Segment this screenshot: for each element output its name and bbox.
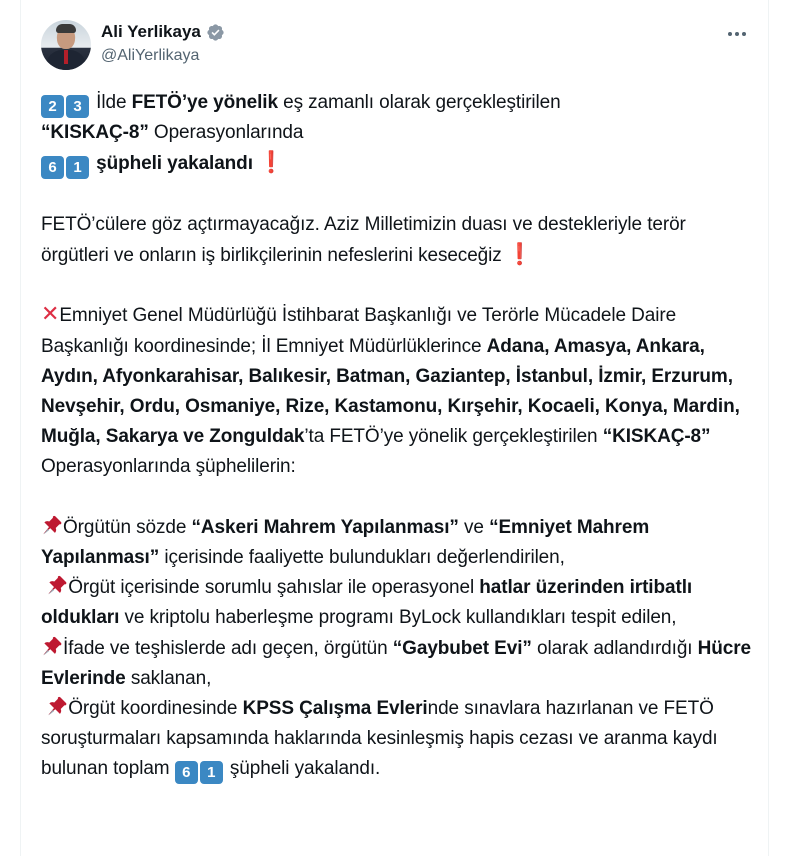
tweet-text xyxy=(41,88,756,785)
text: Operasyonlarında xyxy=(148,122,304,144)
bold-text: “Gaybubet Evi” xyxy=(392,637,532,659)
text: ’ta FETÖ’ye yönelik gerçekleştirilen xyxy=(304,426,603,448)
text: içerisinde faaliyette bulundukları değerlendirilen, xyxy=(159,547,565,568)
bold-text: Hücre Evlerinde xyxy=(41,637,752,689)
bold-text: şüpheli yakalandı xyxy=(91,153,253,175)
cross-mark-icon: ✕ xyxy=(41,301,60,327)
keycap-digit: 3 xyxy=(66,95,89,118)
red-exclamation-icon: ❗ xyxy=(258,151,285,175)
text: Örgütün sözde xyxy=(63,516,192,538)
red-exclamation-icon: ❗ xyxy=(506,243,533,266)
pushpin-icon xyxy=(46,696,68,718)
text: eş zamanlı olarak gerçekleştirilen xyxy=(277,92,561,113)
keycap-digit: 6 xyxy=(41,156,64,179)
author-handle[interactable]: @AliYerlikaya xyxy=(101,47,200,64)
bold-text: “Askeri Mahrem Yapılanması” xyxy=(191,516,459,538)
text: Emniyet Genel Müdürlüğü İstihbarat Başkanlığı ve Terörle Mücadele Daire Başkanlığı koordinesinde; İl Emniyet Müdürlüklerince xyxy=(41,305,677,357)
text: Örgüt içerisinde sorumlu şahıslar ile operasyonel xyxy=(68,577,480,599)
avatar[interactable] xyxy=(41,20,91,70)
text: saklanan, xyxy=(125,667,212,689)
bold-text: FETÖ’ye yönelik xyxy=(131,92,278,113)
bold-text: “Emniyet Mahrem Yapılanması” xyxy=(41,516,650,568)
pushpin-icon xyxy=(41,515,63,537)
bold-text: “KISKAÇ-8” xyxy=(602,426,711,448)
text: ve kriptolu haberleşme programı ByLock kullandıkları tespit edilen, xyxy=(119,607,677,629)
pushpin-icon xyxy=(46,575,68,597)
bold-text: hatlar üzerinden irtibatlı oldukları xyxy=(41,577,693,629)
text: Operasyonlarında şüphelilerin: xyxy=(41,456,296,478)
keycap-digit: 1 xyxy=(66,156,89,179)
bullet-2 xyxy=(41,573,756,633)
keycap-digit: 6 xyxy=(175,761,198,784)
bullet-1 xyxy=(41,513,756,573)
paragraph-3 xyxy=(41,301,756,482)
bullet-3 xyxy=(41,634,756,694)
bold-text: Adana, Amasya, Ankara, Aydın, Afyonkarahisar, Balıkesir, Batman, Gaziantep, İstanbul, İzmir, Erzurum, Nevşehir, Ordu, Osmaniye, Rize, Kastamonu, Kırşehir, Kocaeli, Konya, Mardin, Muğla, Sakarya ve Zonguldak xyxy=(41,335,740,448)
more-icon[interactable] xyxy=(725,24,749,44)
paragraph-2 xyxy=(41,210,756,271)
text: Örgüt koordinesinde xyxy=(68,698,243,720)
bullet-4 xyxy=(41,694,756,785)
text: İfade ve teşhislerde adı geçen, örgütün xyxy=(63,637,393,659)
keycap-digit: 1 xyxy=(200,761,223,784)
bold-text: KPSS Çalışma Evleri xyxy=(242,698,428,720)
keycap-digit: 2 xyxy=(41,95,64,118)
text: İlde xyxy=(91,92,132,113)
text: şüpheli yakalandı. xyxy=(224,758,381,780)
author-row xyxy=(101,22,225,42)
bold-text: “KISKAÇ-8” xyxy=(41,122,149,144)
text: nde sınavlara hazırlanan ve FETÖ soruşturmaları kapsamında haklarında kesinleşmiş hapis cezası ve aranma kaydı bulunan toplam xyxy=(41,698,718,780)
author-name[interactable]: Ali Yerlikaya xyxy=(101,22,201,41)
verified-badge-icon xyxy=(206,23,225,42)
text: FETÖ’cülere göz açtırmayacağız. Aziz Milletimizin duası ve destekleriyle terör örgütleri ve onların iş birlikçilerinin nefeslerini keseceğiz xyxy=(41,213,686,266)
paragraph-1 xyxy=(41,88,756,180)
text: ve xyxy=(458,516,490,538)
text: olarak adlandırdığı xyxy=(531,637,698,659)
pushpin-icon xyxy=(41,636,63,658)
